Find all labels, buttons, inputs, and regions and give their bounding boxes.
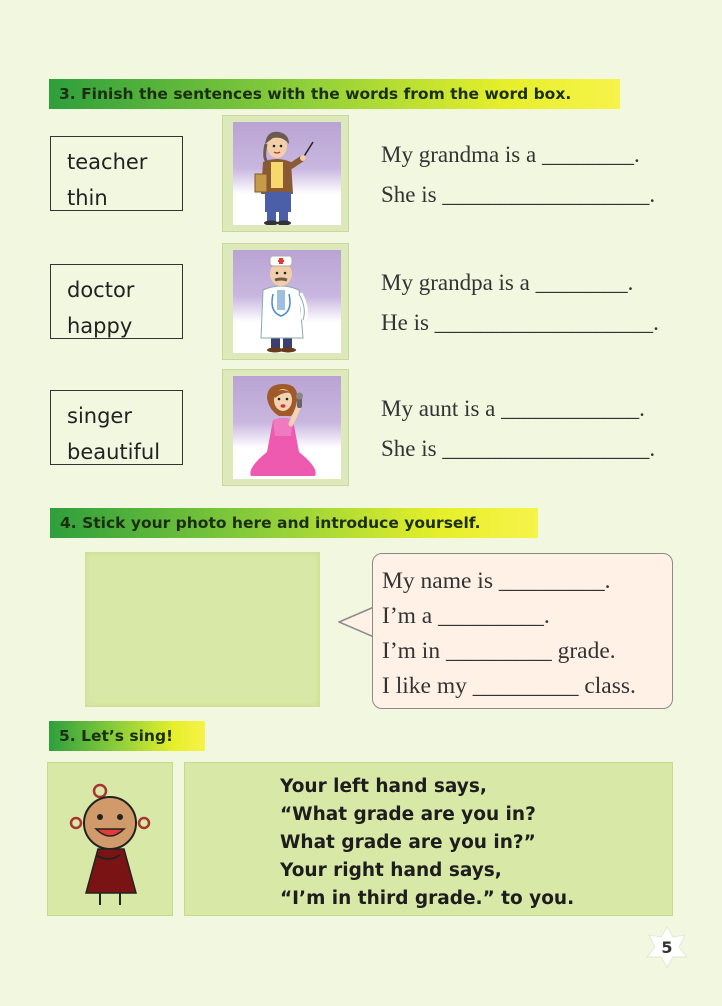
sentence-line: My grandma is a ________. <box>381 142 640 167</box>
page-number: 5 <box>661 938 673 957</box>
section5-title: 5. Let’s sing! <box>59 727 174 745</box>
singing-girl-illustration <box>48 763 174 917</box>
sentence-line: My aunt is a ____________. <box>381 396 645 421</box>
section3-title-banner <box>49 79 620 109</box>
section4-title: 4. Stick your photo here and introduce yourself. <box>60 514 481 532</box>
section4-title-banner <box>50 508 538 538</box>
intro-line: I’m in _________ grade. <box>382 638 616 664</box>
section5-title-banner <box>49 721 205 751</box>
intro-line: I’m a _________. <box>382 603 550 629</box>
lyric-line: “I’m in third grade.” to you. <box>280 888 575 909</box>
sentence-group-1 <box>381 135 655 215</box>
doctor-grandpa-picture <box>222 243 349 360</box>
singer-aunt-illustration <box>233 376 341 479</box>
lyric-line: Your right hand says, <box>280 860 502 881</box>
word-box-3 <box>50 390 183 465</box>
sentence-group-2 <box>381 263 659 343</box>
sentence-group-3 <box>381 389 655 469</box>
teacher-grandma-picture <box>222 115 349 232</box>
intro-line: My name is _________. <box>382 568 611 594</box>
word-box-word: doctor <box>67 278 135 302</box>
lyric-line: What grade are you in?” <box>280 832 536 853</box>
photo-placeholder <box>85 552 320 707</box>
teacher-grandma-illustration <box>233 122 341 225</box>
song-lyrics-panel <box>184 762 673 916</box>
singer-aunt-picture <box>222 369 349 486</box>
word-box-2 <box>50 264 183 339</box>
word-box-1 <box>50 136 183 211</box>
word-box-word: singer <box>67 404 132 428</box>
girl-drawing-panel <box>47 762 173 916</box>
word-box-word: teacher <box>67 150 148 174</box>
word-box-word: beautiful <box>67 440 161 464</box>
lyric-line: Your left hand says, <box>280 776 487 797</box>
lyric-line: “What grade are you in? <box>280 804 536 825</box>
introduction-speech-bubble <box>372 553 673 709</box>
sentence-line: My grandpa is a ________. <box>381 270 634 295</box>
sentence-line: She is __________________. <box>381 182 656 207</box>
sentence-line: He is ___________________. <box>381 310 659 335</box>
doctor-grandpa-illustration <box>233 250 341 353</box>
word-box-word: happy <box>67 314 133 338</box>
page-number-badge <box>645 925 689 969</box>
word-box-word: thin <box>67 186 108 210</box>
intro-line: I like my _________ class. <box>382 673 636 699</box>
section3-title: 3. Finish the sentences with the words from the word box. <box>59 85 572 103</box>
speech-bubble-tail <box>338 605 376 639</box>
sentence-line: She is __________________. <box>381 436 656 461</box>
leaf-icon <box>645 925 689 969</box>
